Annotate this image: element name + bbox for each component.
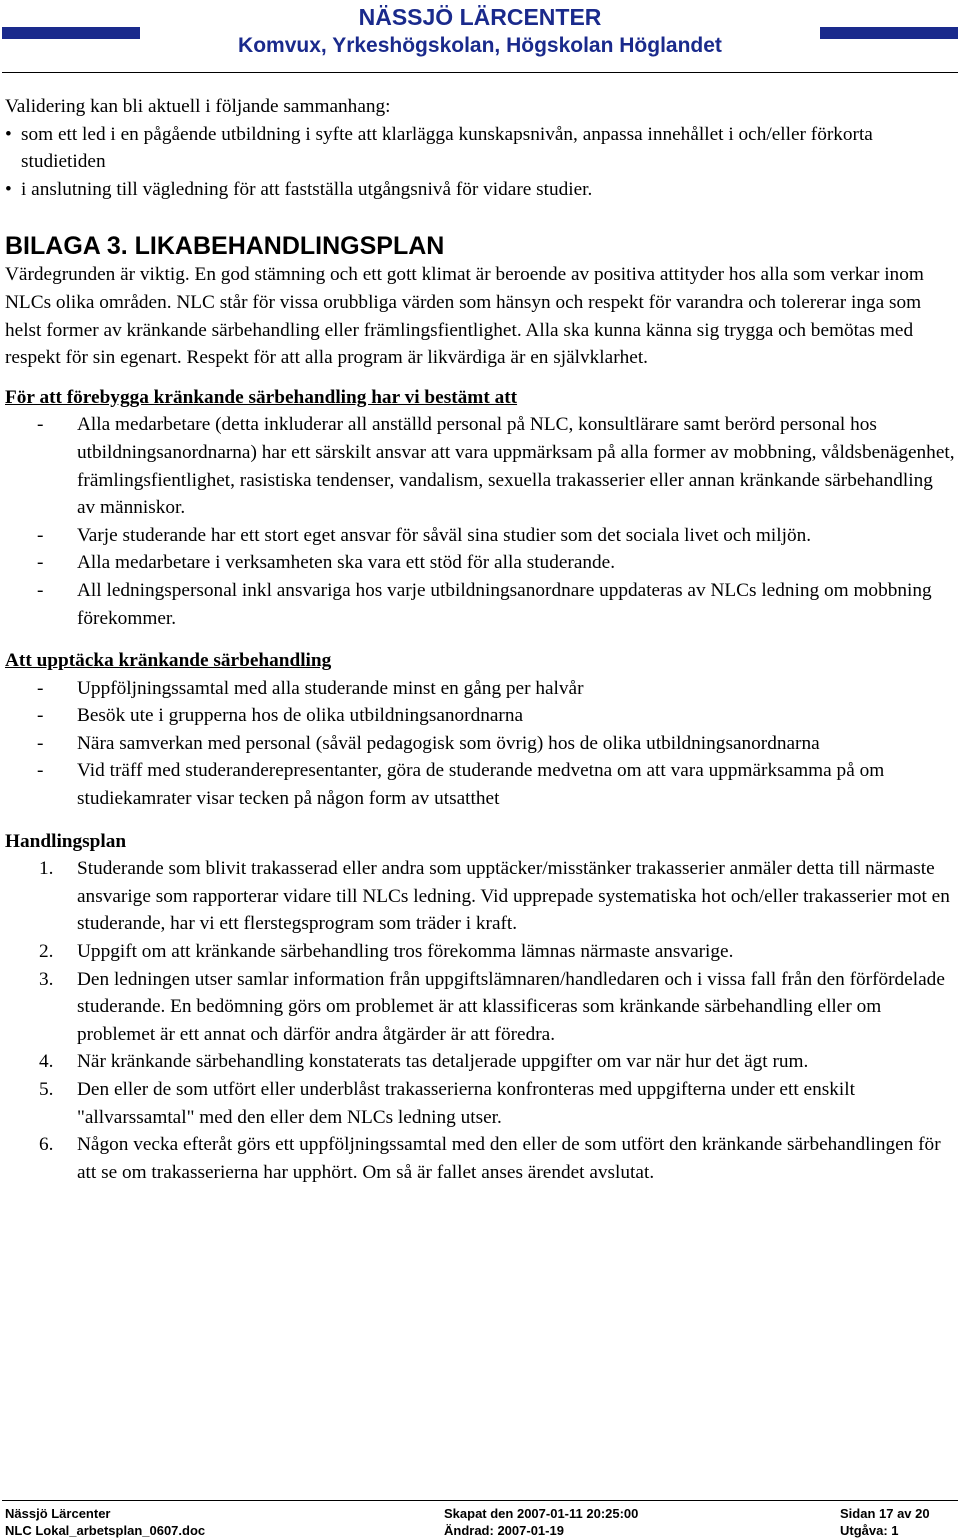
- intro-bullet: [5, 176, 955, 204]
- document-body: [5, 93, 955, 1186]
- dash-marker: -: [37, 760, 44, 782]
- plan-item-number: 3.: [39, 968, 54, 990]
- footer-org: Nässjö Lärcenter: [5, 1506, 111, 1521]
- plan-item-text: Uppgift om att kränkande särbehandling tros förekomma lämnas närmaste ansvarige.: [77, 941, 734, 963]
- header-subtitle: Komvux, Yrkeshögskolan, Högskolan Höglandet: [238, 34, 722, 57]
- plan-item: [5, 966, 955, 1049]
- plan-item-number: 4.: [39, 1051, 54, 1073]
- intro-bullet: [5, 121, 955, 176]
- prevent-item-text: Alla medarbetare (detta inkluderar all anställd personal på NLC, konsultlärare samt berörd personal hos utbildningsanordnarna) har ett särskilt ansvar att vara uppmärksam på alla former av mobbning, våldsbenägenhet, främlingsfientlighet, rasistiska tendenser, vandalism, sexuella trakasserier eller annan kränkande särbehandling av människor.: [77, 414, 955, 519]
- plan-heading: Handlingsplan: [5, 830, 127, 852]
- detect-item: [5, 675, 955, 703]
- plan-item-text: När kränkande särbehandling konstaterats tas detaljerade uppgifter om var när hur det ägt rum.: [77, 1051, 809, 1073]
- footer-page: Sidan 17 av 20: [840, 1506, 930, 1521]
- plan-item-number: 2.: [39, 941, 54, 963]
- plan-item-text: Studerande som blivit trakasserad eller andra som upptäcker/misstänker trakasserier anmäler detta till närmaste ansvarige som rapporterar vidare till NLCs ledning. Vid upprepade systematiska hot och/eller trakasserier mot en studerande, har vi ett flerstegsprogram som träder i kraft.: [77, 858, 950, 935]
- intro-lead: Validering kan bli aktuell i följande sammanhang:: [5, 96, 391, 117]
- bullet-marker: •: [5, 178, 12, 200]
- plan-item-text: Den eller de som utfört eller underblåst trakasserierna konfronteras med uppgifterna under ett enskilt "allvarssamtal" med den eller dem NLCs ledning utser.: [77, 1079, 855, 1128]
- plan-item-text: Den ledningen utser samlar information från uppgiftslämnaren/handledaren och i vissa fall från den förfördelade studerande. En bedömning görs om problemet är att klassificeras som kränkande särbehandling eller om problemet är ett annat och därför andra åtgärder är att föredra.: [77, 968, 945, 1045]
- detect-item-text: Uppföljningssamtal med alla studerande minst en gång per halvår: [77, 677, 584, 699]
- detect-item: [5, 757, 955, 812]
- detect-item-text: Besök ute i grupperna hos de olika utbildningsanordnarna: [77, 705, 524, 727]
- bilaga-heading: BILAGA 3. LIKABEHANDLINGSPLAN: [5, 232, 445, 261]
- plan-item-number: 5.: [39, 1079, 54, 1100]
- prevent-heading: För att förebygga kränkande särbehandling har vi bestämt att: [5, 386, 518, 408]
- detect-item-text: Nära samverkan med personal (såväl pedagogisk som övrig) hos de olika utbildningsanordnarna: [77, 732, 820, 754]
- bullet-text: i anslutning till vägledning för att fastställa utgångsnivå för vidare studier.: [21, 178, 593, 200]
- dash-marker: -: [37, 524, 44, 546]
- header-title: NÄSSJÖ LÄRCENTER: [358, 4, 602, 30]
- dash-marker: -: [37, 677, 44, 699]
- detect-heading: Att upptäcka kränkande särbehandling: [5, 650, 332, 672]
- plan-item: [5, 1131, 955, 1186]
- plan-item-text: Någon vecka efteråt görs ett uppföljningssamtal med den eller de som utfört den kränkande särbehandlingen för att se om trakasserierna har upphört. Om så är fallet anses ärendet avslutat.: [77, 1134, 941, 1183]
- bullet-marker: •: [5, 123, 12, 145]
- detect-item: [5, 702, 955, 730]
- prevent-item: [5, 577, 955, 632]
- plan-item: [5, 1048, 955, 1076]
- plan-item: [5, 938, 955, 966]
- dash-marker: -: [37, 414, 44, 436]
- bullet-text: som ett led i en pågående utbildning i syfte att klarlägga kunskapsnivån, anpassa innehållet i och/eller förkorta studietiden: [21, 123, 873, 173]
- prevent-item-text: Varje studerande har ett stort eget ansvar för såväl sina studier som det sociala livet och miljön.: [77, 524, 812, 546]
- header-rule: [2, 72, 958, 73]
- footer-file: NLC Lokal_arbetsplan_0607.doc: [5, 1523, 206, 1538]
- footer-changed: Ändrad: 2007-01-19: [444, 1523, 564, 1538]
- footer-edition: Utgåva: 1: [840, 1523, 899, 1538]
- detect-item: [5, 730, 955, 758]
- prevent-item: [5, 411, 955, 521]
- plan-item: [5, 1076, 955, 1131]
- dash-marker: -: [37, 705, 44, 727]
- dash-marker: -: [37, 732, 44, 754]
- bilaga-paragraph: Värdegrunden är viktig. En god stämning och ett gott klimat är beroende av positiva attityder hos alla som verkar inom NLCs olika områden. NLC står för vissa orubbliga värden som hänsyn och respekt för varandra och tolererar inga som helst former av kränkande särbehandling eller främlingsfientlighet. Alla ska kunna känna sig trygga och bemötas med respekt för sin egenart. Respekt för att alla program är likvärdiga är en självklarhet.: [5, 264, 924, 369]
- plan-item: [5, 855, 955, 938]
- detect-item-text: Vid träff med studeranderepresentanter, göra de studerande medvetna om att vara uppmärksamma på om studiekamrater visar tecken på någon form av utsatthet: [77, 760, 885, 810]
- dash-marker: -: [37, 552, 44, 574]
- footer-created: Skapat den 2007-01-11 20:25:00: [444, 1506, 639, 1521]
- plan-item-number: 1.: [39, 858, 54, 880]
- footer-rule: [2, 1500, 958, 1501]
- dash-marker: -: [37, 579, 44, 601]
- prevent-item: [5, 549, 955, 577]
- prevent-item-text: All ledningspersonal inkl ansvariga hos varje utbildningsanordnare uppdateras av NLCs ledning om mobbning förekommer.: [77, 579, 932, 629]
- plan-item-number: 6.: [39, 1134, 54, 1156]
- prevent-item-text: Alla medarbetare i verksamheten ska vara ett stöd för alla studerande.: [77, 552, 616, 574]
- prevent-item: [5, 522, 955, 550]
